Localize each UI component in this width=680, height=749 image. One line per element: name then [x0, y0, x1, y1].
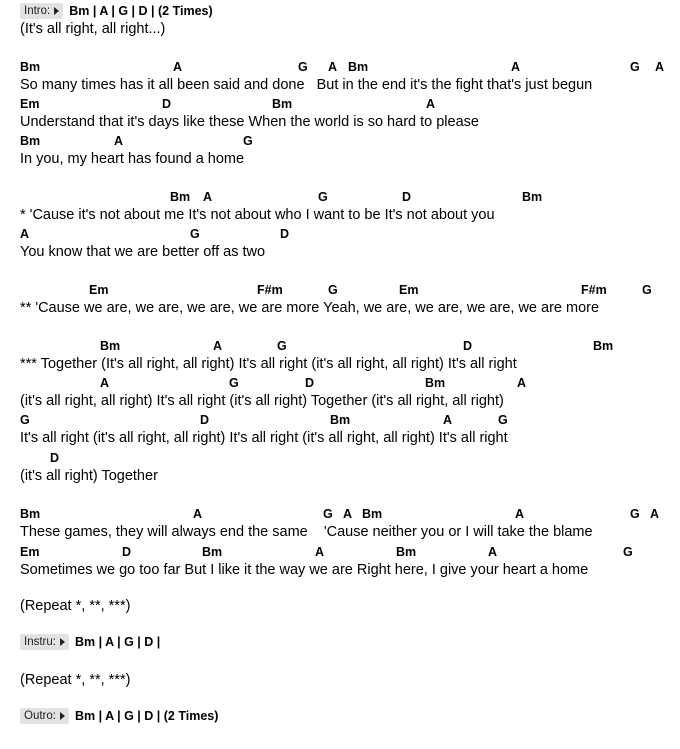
chord: Em [20, 545, 40, 559]
chord: A [114, 134, 124, 148]
outro-progression: Bm | A | G | D | (2 Times) [74, 709, 219, 723]
chord: Bm [272, 97, 293, 111]
chord: Bm [20, 134, 41, 148]
lyric-line: In you, my heart has found a home [20, 151, 245, 167]
chord: A [328, 60, 338, 74]
chord: G [243, 134, 253, 148]
chord-row [20, 189, 543, 207]
chord-row [20, 282, 652, 300]
chord-row [20, 506, 660, 524]
chord: Bm [170, 190, 191, 204]
chord: A [488, 545, 498, 559]
repeat-note: (Repeat *, **, ***) [20, 598, 131, 614]
chord: G [20, 413, 30, 427]
chord: D [122, 545, 132, 559]
chord: A [193, 507, 203, 521]
chord: G [229, 376, 239, 390]
chord: D [200, 413, 210, 427]
chord: G [298, 60, 308, 74]
chord: Em [89, 283, 109, 297]
lyric-line: (it's all right, all right) It's all right (it's all right) Together (it's all right, all right) [20, 393, 504, 409]
chord: Bm [593, 339, 614, 353]
chord: D [463, 339, 473, 353]
chord: G [630, 60, 640, 74]
chord-row [20, 450, 60, 468]
chord: Em [399, 283, 419, 297]
instru-row [20, 633, 160, 651]
chord-row [20, 412, 508, 430]
chord: A [426, 97, 436, 111]
chord: G [630, 507, 640, 521]
chord: Bm [348, 60, 369, 74]
chord-row [20, 338, 614, 356]
chord: Bm [330, 413, 351, 427]
repeat-note: (Repeat *, **, ***) [20, 672, 131, 688]
chord: A [511, 60, 521, 74]
intro-row [20, 2, 213, 20]
chord: G [190, 227, 200, 241]
lyric-line: (it's all right) Together [20, 468, 158, 484]
chord: A [517, 376, 527, 390]
intro-progression: Bm | A | G | D | (2 Times) [69, 4, 213, 18]
chord-row [20, 544, 633, 562]
chord: D [50, 451, 60, 465]
lyric-line: (It's all right, all right...) [20, 21, 166, 37]
chord: Bm [20, 507, 41, 521]
play-arrow-icon [60, 712, 65, 720]
lyric-line: Understand that it's days like these When the world is so hard to please [20, 114, 479, 130]
chord: F#m [581, 283, 607, 297]
chord: Em [20, 97, 40, 111]
lyric-line: ** 'Cause we are, we are, we are, we are more Yeah, we are, we are, we are, we are more [20, 300, 600, 316]
chord: G [323, 507, 333, 521]
lyric-line: So many times has it all been said and done But in the end it's the fight that's just begun [20, 77, 593, 93]
lyric-line: These games, they will always end the same 'Cause neither you or I will take the blame [20, 524, 593, 540]
chord: Bm [425, 376, 446, 390]
chord: G [318, 190, 328, 204]
chord: G [328, 283, 338, 297]
instru-progression: Bm | A | G | D | [74, 635, 161, 649]
chord: A [203, 190, 213, 204]
chord-row [20, 96, 436, 114]
instru-toggle[interactable] [20, 634, 69, 650]
outro-toggle[interactable] [20, 708, 69, 724]
lyric-line: * 'Cause it's not about me It's not about who I want to be It's not about you [20, 207, 495, 223]
lyric-line: You know that we are better off as two [20, 244, 266, 260]
chord: A [655, 60, 665, 74]
chord: F#m [257, 283, 283, 297]
chord: A [443, 413, 453, 427]
lyric-line: It's all right (it's all right, all right) It's all right (it's all right, all right) It's all right [20, 430, 508, 446]
chord: Bm [362, 507, 383, 521]
chord: G [642, 283, 652, 297]
chord: G [277, 339, 287, 353]
chord: D [162, 97, 172, 111]
chord: G [623, 545, 633, 559]
chord: D [280, 227, 290, 241]
chord: A [650, 507, 660, 521]
chord: A [315, 545, 325, 559]
play-arrow-icon [54, 7, 59, 15]
intro-toggle[interactable] [20, 3, 63, 19]
intro-label: Intro: [24, 5, 51, 17]
chord: A [173, 60, 183, 74]
chord: A [100, 376, 110, 390]
chord: D [402, 190, 412, 204]
chord: Bm [396, 545, 417, 559]
chord: D [305, 376, 315, 390]
chord: Bm [522, 190, 543, 204]
chord: Bm [202, 545, 223, 559]
lyric-line: Sometimes we go too far But I like it the way we are Right here, I give your heart a home [20, 562, 589, 578]
instru-label: Instru: [24, 636, 56, 648]
chord: A [343, 507, 353, 521]
chord: Bm [20, 60, 41, 74]
chord-row [20, 59, 665, 77]
chord: A [213, 339, 223, 353]
chord-row [20, 375, 527, 393]
chord-row [20, 133, 253, 151]
lyric-line: *** Together (It's all right, all right) It's all right (it's all right, all right) It's all right [20, 356, 517, 372]
outro-label: Outro: [24, 710, 56, 722]
chord: G [498, 413, 508, 427]
chord: Bm [100, 339, 121, 353]
play-arrow-icon [60, 638, 65, 646]
outro-row [20, 707, 218, 725]
chord-row [20, 226, 290, 244]
chord: A [515, 507, 525, 521]
chord: A [20, 227, 30, 241]
